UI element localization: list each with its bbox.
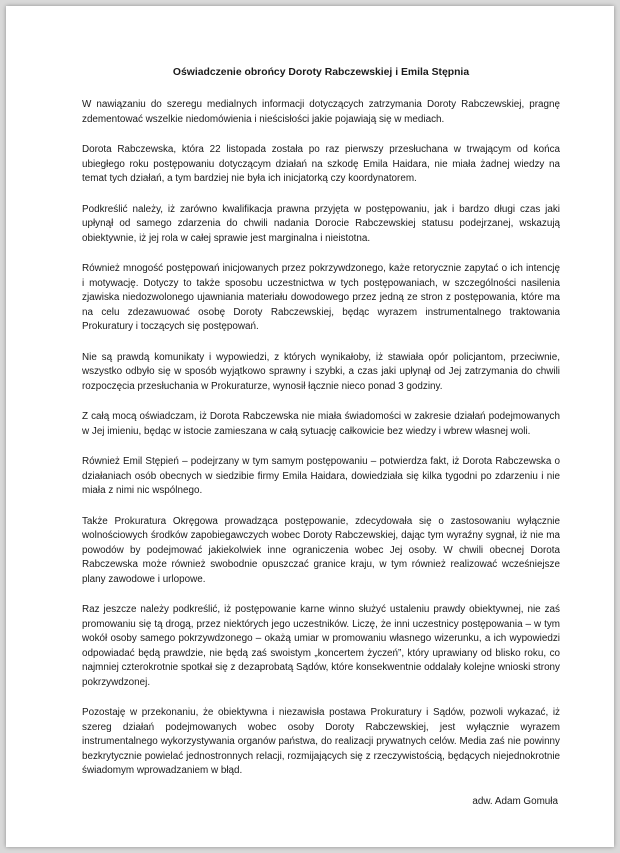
- signature: adw. Adam Gomuła: [472, 795, 558, 807]
- paragraph-9: Raz jeszcze należy podkreślić, iż postępowanie karne winno służyć ustaleniu prawdy obiektywnej, nie zaś promowaniu się tą drogą, przez niektórych jego uczestników. Liczę, że inni uczestnicy postępowania – w tym wokół osoby samego pokrzywdzonego – okażą umiar w promowaniu własnego wizerunku, a ich wypowiedzi odpowiadać będą prawdzie, nie będą zaś swoistym „koncertem życzeń”, który uprawiany od blisko roku, co najmniej czterokrotnie spotkał się z dezaprobatą Sądów, które konsekwentnie oddalały kolejne wnioski strony pokrzywdzonej.: [82, 604, 560, 688]
- paragraph-4: Również mnogość postępowań inicjowanych przez pokrzywdzonego, każe retorycznie zapytać o ich intencję i motywację. Dotyczy to także sposobu uczestnictwa w tych postępowaniach, w szczególności nasilenia zjawiska niedozwolonego ujawniania materiału dowodowego przez jedną ze stron z postępowania, które ma na celu zdezawuować osobę Doroty Rabczewskiej, będąc wyrazem instrumentalnego traktowania Prokuratury i toczących się postępowań.: [82, 263, 560, 332]
- paragraph-6: Z całą mocą oświadczam, iż Dorota Rabczewska nie miała świadomości w zakresie działań podejmowanych w Jej imieniu, będąc w istocie zamieszana w całą sytuację całkowicie bez wiedzy i wbrew własnej woli.: [82, 411, 560, 437]
- paragraph-10: Pozostaję w przekonaniu, że obiektywna i niezawisła postawa Prokuratury i Sądów, pozwoli wykazać, iż szereg działań podejmowanych wobec osoby Doroty Rabczewskiej, jest wyłącznie wyrazem instrumentalnego wykorzystywania organów państwa, do realizacji prywatnych celów. Media zaś nie powinny bezkrytycznie powielać jednostronnych relacji, rozmijających się z rzeczywistością, będących niejednokrotnie świadomym wprowadzaniem w błąd.: [82, 707, 560, 776]
- document-title: Oświadczenie obrońcy Doroty Rabczewskiej i Emila Stępnia: [172, 67, 470, 78]
- paragraph-5: Nie są prawdą komunikaty i wypowiedzi, z których wynikałoby, iż stawiała opór policjantom, przeciwnie, wszystko odbyło się w sposób wyjątkowo sprawny i szybki, a czas jaki upłynął od Jej zatrzymania do chwili rozpoczęcia przesłuchania w Prokuraturze, wynosił łącznie nieco ponad 3 godziny.: [82, 351, 560, 392]
- paragraph-1: W nawiązaniu do szeregu medialnych informacji dotyczących zatrzymania Doroty Rabczewskiej, pragnę zdementować wszelkie niedomówienia i nieścisłości jakie pojawiają się w mediach.: [82, 99, 560, 125]
- document-page: [6, 6, 614, 847]
- paragraph-8: Także Prokuratura Okręgowa prowadząca postępowanie, zdecydowała się o zastosowaniu wyłącznie wolnościowych środków zapobiegawczych wobec Doroty Rabczewskiej, dając tym wyraźny sygnał, iż nie ma powodów by podejmować jakiekolwiek inne ograniczenia wobec Jej osoby. W chwili obecnej Dorota Rabczewska może również swobodnie opuszczać granice kraju, w tym również realizować wcześniejsze plany zawodowe i urlopowe.: [82, 515, 560, 585]
- paragraph-2: Dorota Rabczewska, która 22 listopada została po raz pierwszy przesłuchana w trwającym od końca ubiegłego roku postępowaniu dotyczącym działań na szkodę Emila Haidara, nie miała żadnej wiedzy na temat tych działań, a tym bardziej nie była ich inicjatorką czy koordynatorem.: [82, 144, 560, 184]
- paragraph-3: Podkreślić należy, iż zarówno kwalifikacja prawna przyjęta w postępowaniu, jak i bardzo długi czas jaki upłynął od samego zdarzenia do chwili nadania Dorocie Rabczewskiej statusu podejrzanej, wskazują obiektywnie, iż jej rola w całej sprawie jest marginalna i nieistotna.: [82, 203, 560, 244]
- paragraph-7: Również Emil Stępień – podejrzany w tym samym postępowaniu – potwierdza fakt, iż Dorota Rabczewska o działaniach osób obecnych w siedzibie firmy Emila Haidara, dowiedziała się kilka tygodni po zdarzeniu i nie miała z nimi nic wspólnego.: [82, 456, 560, 496]
